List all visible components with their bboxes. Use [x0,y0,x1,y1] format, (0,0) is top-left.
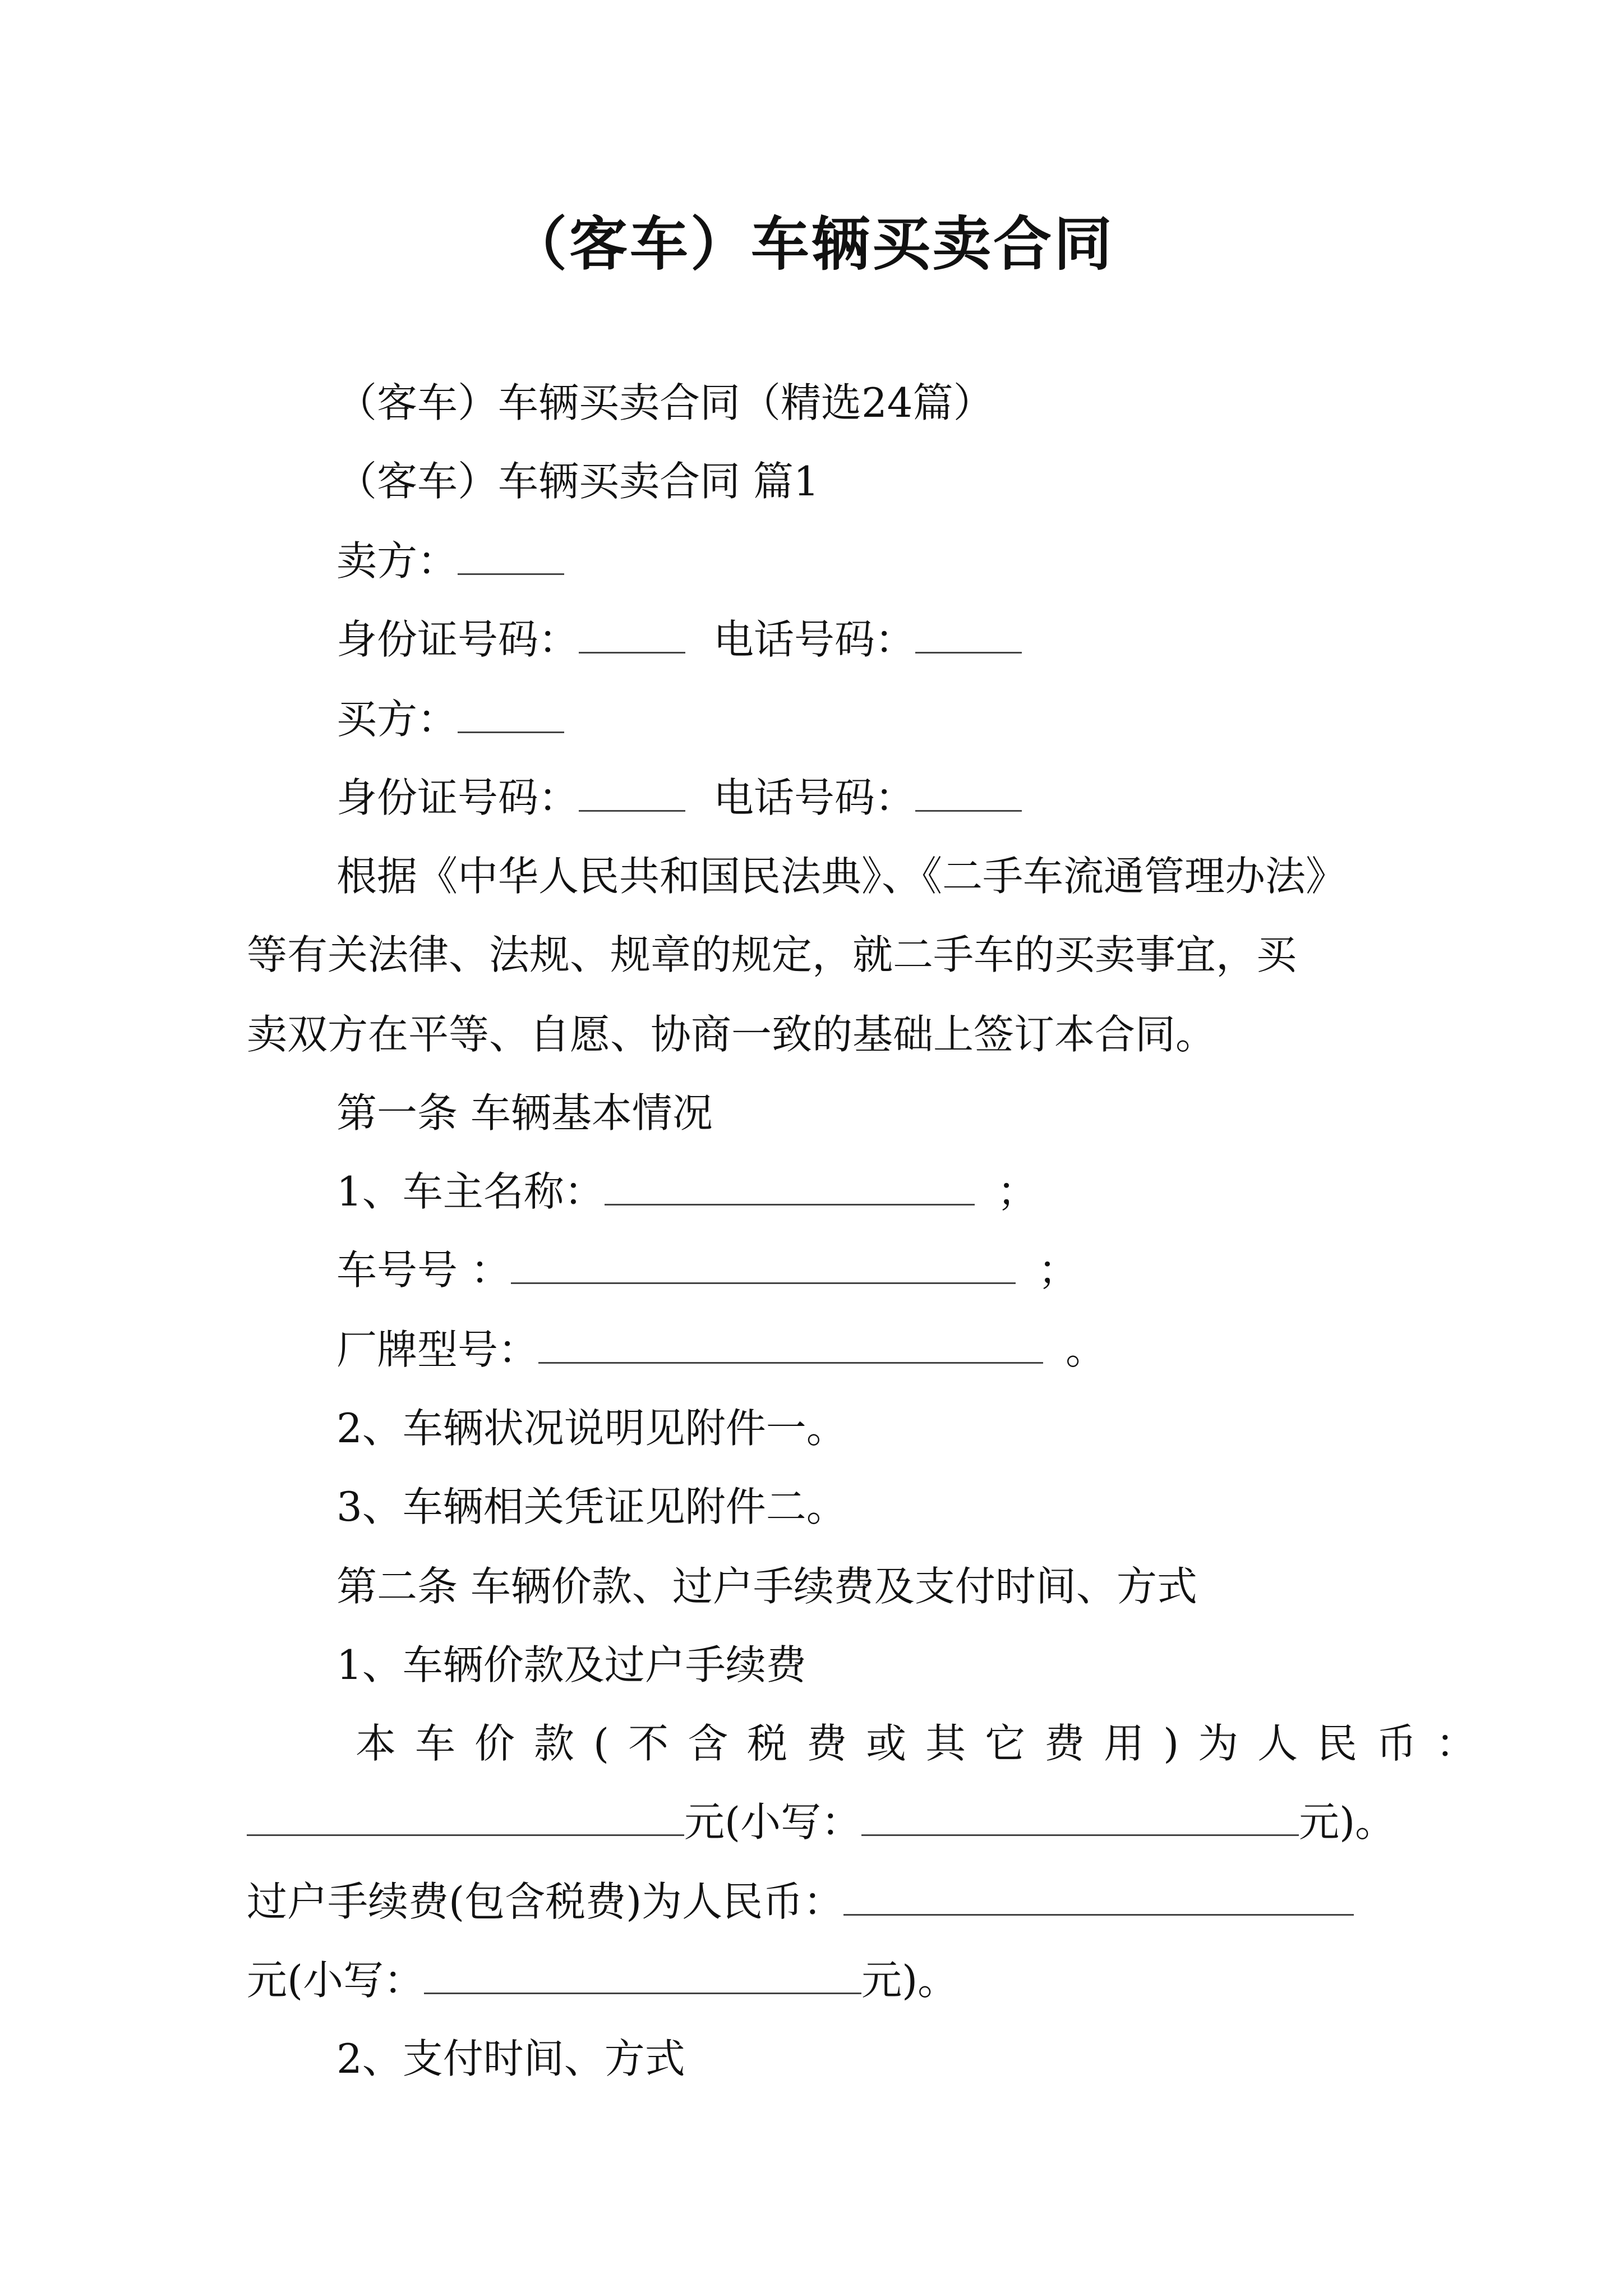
price-yuan-end: 元)。 [1299,1798,1396,1846]
price-amount-line [247,1794,1395,1850]
owner-name-label: 1、车主名称： [336,1168,605,1215]
owner-name-blank [605,1167,975,1205]
fee-small-blank [424,1955,861,1994]
fee-label: 过户手续费(包含税费)为人民币： [247,1878,844,1925]
plate-no-line [336,1242,1078,1298]
article-1-heading: 第一条 车辆基本情况 [336,1089,713,1137]
fee-yuan-label: 元(小写： [247,1957,425,2004]
plate-no-end: ； [1038,1246,1078,1294]
brand-model-label: 厂牌型号： [336,1326,539,1373]
plate-no-label: 车号号 ： [336,1246,511,1294]
intro-line-3: 卖双方在平等、自愿、协商一致的基础上签订本合同。 [247,1011,1216,1058]
item-3-line: 3、车辆相关凭证见附件二。 [336,1483,847,1530]
buyer-id-label: 身份证号码： [336,774,579,821]
seller-id-line [336,611,1022,668]
fee-yuan-end: 元)。 [861,1957,958,2004]
buyer-label: 买方： [336,696,458,743]
brand-model-end: 。 [1066,1326,1106,1373]
seller-id-blank [579,615,685,654]
payment-heading: 2、支付时间、方式 [336,2035,685,2082]
seller-label: 卖方： [336,537,458,585]
buyer-line [336,691,564,747]
fee-amount-blank [843,1877,1354,1916]
intro-line-2: 等有关法律、法规、规章的规定，就二手车的买卖事宜，买 [247,931,1297,978]
seller-phone-blank [915,615,1022,654]
section-heading: （客车）车辆买卖合同 篇1 [336,458,819,505]
document-subtitle: （客车）车辆买卖合同（精选24篇） [336,379,994,426]
price-line-1: 本车价款(不含税费或其它费用)为人民币： [356,1720,1496,1767]
price-small-blank [861,1797,1299,1836]
article-2-heading: 第二条 车辆价款、过户手续费及支付时间、方式 [336,1563,1197,1610]
seller-id-label: 身份证号码： [336,616,579,663]
owner-name-line [336,1163,1038,1220]
fee-small-line [247,1952,958,2008]
brand-model-blank [538,1325,1043,1364]
buyer-id-blank [579,773,685,812]
brand-model-line [336,1322,1106,1378]
buyer-blank [458,694,564,733]
document-title: （客车）车辆买卖合同 [508,209,1114,278]
plate-no-blank [511,1245,1016,1284]
price-amount-blank [247,1797,684,1836]
seller-phone-label: 电话号码： [713,616,916,663]
price-yuan-label: 元(小写： [684,1798,862,1846]
item-2-line: 2、车辆状况说明见附件一。 [336,1405,847,1452]
seller-blank [458,536,564,575]
fee-line [247,1874,1354,1930]
owner-name-end: ； [997,1168,1038,1215]
seller-line [336,533,564,589]
intro-line-1: 根据《中华人民共和国民法典》、《二手车流通管理办法》 [336,853,1347,900]
buyer-phone-blank [915,773,1022,812]
buyer-id-line [336,770,1022,826]
buyer-phone-label: 电话号码： [713,774,916,821]
price-heading: 1、车辆价款及过户手续费 [336,1641,806,1688]
